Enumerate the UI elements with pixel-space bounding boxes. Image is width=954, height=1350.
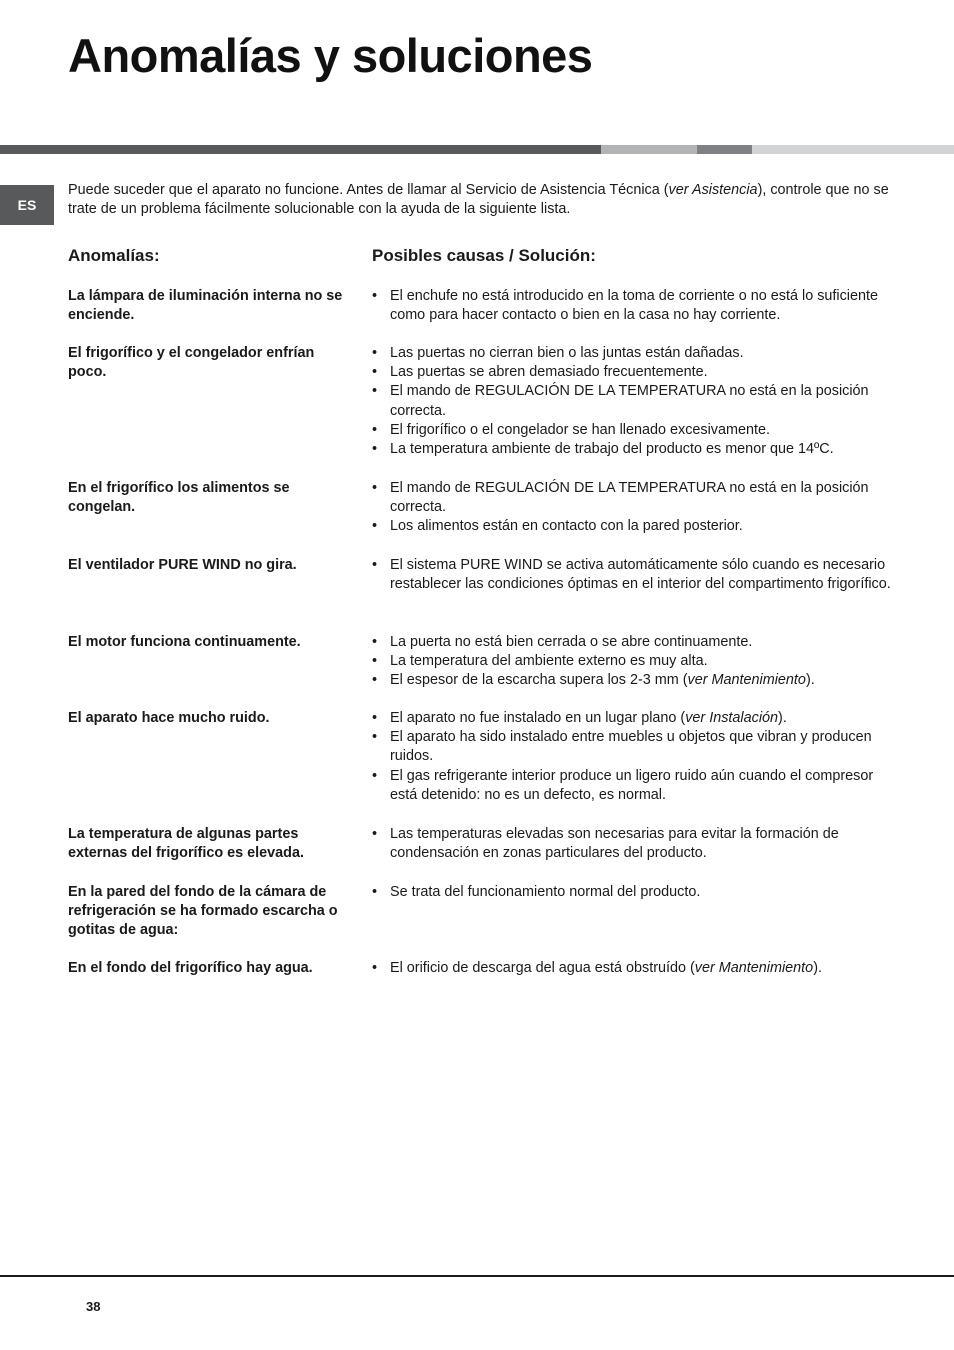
cause-text: Las puertas se abren demasiado frecuentemente. <box>390 364 708 381</box>
cause-text: La temperatura ambiente de trabajo del producto es menor que 14ºC. <box>390 441 834 458</box>
cause-item <box>372 344 892 363</box>
anomaly-text: La lámpara de iluminación interna no se enciende. <box>68 288 343 324</box>
causes-list <box>372 709 892 805</box>
cause-item <box>372 382 892 420</box>
anomaly-text: En el fondo del frigorífico hay agua. <box>68 960 313 976</box>
anomaly-text: El ventilador PURE WIND no gira. <box>68 557 297 573</box>
anomaly-text: La temperatura de algunas partes externas del frigorífico es elevada. <box>68 826 304 862</box>
cause-text: El enchufe no está introducido en la toma de corriente o no está lo suficiente como para hacer contacto o bien en la casa no hay corriente. <box>390 288 878 324</box>
causes-list <box>372 633 892 691</box>
cause-text: Se trata del funcionamiento normal del producto. <box>390 884 701 900</box>
page-number: 38 <box>86 1299 101 1314</box>
intro-text-before: Puede suceder que el aparato no funcione. Antes de llamar al Servicio de Asistencia Técnica ( <box>68 182 669 198</box>
cause-text: La temperatura del ambiente externo es muy alta. <box>390 653 708 670</box>
cause-text-after: ). <box>805 672 815 689</box>
header-stripe-pale <box>752 145 954 154</box>
cause-item <box>372 556 892 594</box>
cause-text-after: ). <box>778 710 787 726</box>
cause-text: El espesor de la escarcha supera los 2-3 mm ( <box>390 672 688 689</box>
anomaly-text: El aparato hace mucho ruido. <box>68 710 270 726</box>
causes-list <box>372 883 892 902</box>
page-title: Anomalías y soluciones <box>68 29 593 82</box>
causes-list <box>372 287 892 325</box>
causes-list <box>372 344 892 459</box>
anomaly-text: El motor funciona continuamente. <box>68 634 301 650</box>
intro-reference: ver Asistencia <box>668 182 758 198</box>
cause-item <box>372 287 892 325</box>
cause-text: El mando de REGULACIÓN DE LA TEMPERATURA no está en la posición correcta. <box>390 383 869 419</box>
footer-rule <box>0 1275 954 1277</box>
anomalies-heading: Anomalías: <box>68 246 160 265</box>
cause-text: Las temperaturas elevadas son necesarias para evitar la formación de condensación en zonas particulares del producto. <box>390 826 839 862</box>
cause-item <box>372 363 892 382</box>
cause-text: El frigorífico o el congelador se han llenado excesivamente. <box>390 421 770 438</box>
cause-text: El sistema PURE WIND se activa automáticamente sólo cuando es necesario restablecer las condiciones óptimas en el interior del compartimento frigorífico. <box>390 557 891 593</box>
cause-text: Los alimentos están en contacto con la pared posterior. <box>390 518 743 535</box>
cause-item <box>372 479 892 517</box>
anomaly-text: En el frigorífico los alimentos se congelan. <box>68 480 290 516</box>
cause-reference: ver Mantenimiento <box>687 672 806 689</box>
header-stripe-light <box>601 145 697 154</box>
cause-item <box>372 825 892 863</box>
cause-text: El aparato no fue instalado en un lugar plano ( <box>390 710 686 726</box>
cause-item <box>372 883 892 902</box>
cause-item <box>372 728 892 766</box>
causes-list <box>372 959 892 978</box>
cause-text: El gas refrigerante interior produce un ligero ruido aún cuando el compresor está detenido: no es un defecto, es normal. <box>390 767 874 803</box>
cause-reference: ver Instalación <box>685 710 779 726</box>
cause-item <box>372 652 892 671</box>
cause-item <box>372 959 892 978</box>
cause-item <box>372 517 892 536</box>
anomaly-text: En la pared del fondo de la cámara de refrigeración se ha formado escarcha o gotitas de agua: <box>68 884 338 939</box>
cause-item <box>372 767 892 805</box>
cause-text: Las puertas no cierran bien o las juntas están dañadas. <box>390 345 744 361</box>
cause-item <box>372 421 892 440</box>
cause-item <box>372 671 892 690</box>
cause-text: El aparato ha sido instalado entre muebles u objetos que vibran y producen ruidos. <box>390 729 872 765</box>
cause-item <box>372 709 892 728</box>
cause-item <box>372 633 892 652</box>
header-stripe-mid <box>697 145 752 154</box>
intro-text-after: ), controle que no se trate de un problema fácilmente solucionable con la ayuda de la siguiente lista. <box>68 182 889 218</box>
cause-text-after: ). <box>813 960 822 976</box>
language-tab: ES <box>0 185 54 225</box>
header-stripe-dark <box>0 145 601 154</box>
causes-list <box>372 479 892 537</box>
cause-reference: ver Mantenimiento <box>694 960 814 976</box>
cause-text: La puerta no está bien cerrada o se abre continuamente. <box>390 634 753 650</box>
cause-item <box>372 440 892 459</box>
anomaly-text: El frigorífico y el congelador enfrían poco. <box>68 345 315 381</box>
intro-paragraph <box>68 181 898 220</box>
causes-list <box>372 556 892 594</box>
cause-text: El orificio de descarga del agua está obstruído ( <box>390 960 695 976</box>
cause-text: El mando de REGULACIÓN DE LA TEMPERATURA no está en la posición correcta. <box>390 480 869 516</box>
causes-list <box>372 825 892 863</box>
causes-heading: Posibles causas / Solución: <box>372 246 596 265</box>
